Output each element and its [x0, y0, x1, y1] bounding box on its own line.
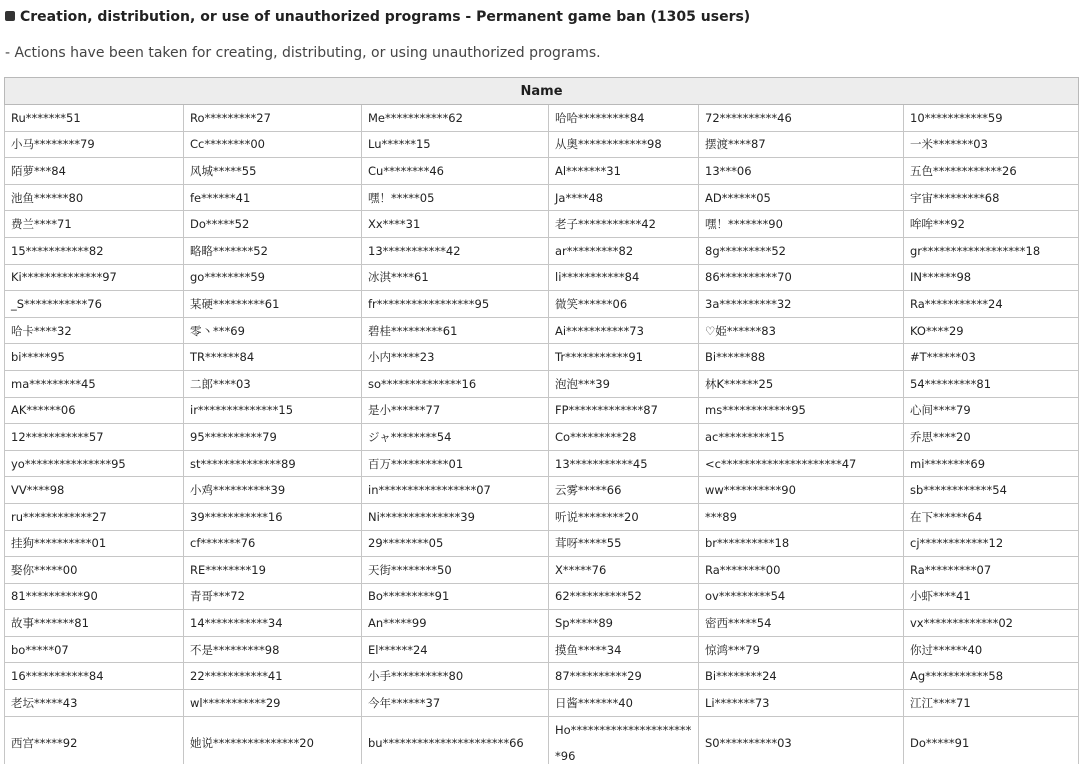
table-row [5, 317, 1079, 344]
user-name-cell: ac*********15 [699, 424, 904, 451]
user-name-cell: Li*******73 [699, 690, 904, 717]
user-name-cell: 宇宙*********68 [904, 184, 1079, 211]
table-row [5, 450, 1079, 477]
user-name-cell: 费兰****71 [5, 211, 184, 238]
table-row [5, 663, 1079, 690]
table-row [5, 158, 1079, 185]
user-name-cell: 54*********81 [904, 370, 1079, 397]
user-name-cell: fr*****************95 [362, 291, 549, 318]
table-body [5, 105, 1079, 764]
table-row [5, 557, 1079, 584]
table-row [5, 530, 1079, 557]
user-name-cell: bo*****07 [5, 636, 184, 663]
user-name-cell: VV****98 [5, 477, 184, 504]
table-row [5, 370, 1079, 397]
user-name-cell: 略略*******52 [184, 237, 362, 264]
user-name-cell: 86**********70 [699, 264, 904, 291]
user-name-cell: 日酱*******40 [549, 690, 699, 717]
user-name-cell: 16***********84 [5, 663, 184, 690]
user-name-cell: 今年******37 [362, 690, 549, 717]
user-name-cell: 29********05 [362, 530, 549, 557]
user-name-cell: ma*********45 [5, 370, 184, 397]
user-name-cell: so**************16 [362, 370, 549, 397]
user-name-cell: 12***********57 [5, 424, 184, 451]
user-name-cell: ww**********90 [699, 477, 904, 504]
user-name-cell: wl***********29 [184, 690, 362, 717]
user-name-cell: 嘿！*****05 [362, 184, 549, 211]
user-name-cell: Al*******31 [549, 158, 699, 185]
user-name-cell: 听说********20 [549, 503, 699, 530]
user-name-cell: 零丶***69 [184, 317, 362, 344]
section-description: - Actions have been taken for creating, distributing, or using unauthorized programs. [5, 45, 601, 61]
user-name-cell: 10***********59 [904, 105, 1079, 132]
user-name-cell: 惊鸿***79 [699, 636, 904, 663]
user-name-cell: 8g*********52 [699, 237, 904, 264]
user-name-cell: yo***************95 [5, 450, 184, 477]
user-name-cell: 在下******64 [904, 503, 1079, 530]
user-name-cell: 一米*******03 [904, 131, 1079, 158]
user-name-cell: br**********18 [699, 530, 904, 557]
user-name-cell: 13***********42 [362, 237, 549, 264]
user-name-cell: S0**********03 [699, 716, 904, 764]
user-name-cell: Lu******15 [362, 131, 549, 158]
user-name-cell: 摆渡****87 [699, 131, 904, 158]
user-name-cell: 林K******25 [699, 370, 904, 397]
user-name-cell: KO****29 [904, 317, 1079, 344]
user-name-cell: bi*****95 [5, 344, 184, 371]
user-name-cell: 陌萝***84 [5, 158, 184, 185]
user-name-cell: Ra********00 [699, 557, 904, 584]
user-name-cell: 故事*******81 [5, 610, 184, 637]
user-name-cell: Xx****31 [362, 211, 549, 238]
square-bullet-icon [5, 11, 15, 21]
user-name-cell: gr******************18 [904, 237, 1079, 264]
user-name-cell: 西宫*****92 [5, 716, 184, 764]
table-row [5, 344, 1079, 371]
user-name-cell: 娶你*****00 [5, 557, 184, 584]
user-name-cell: sb************54 [904, 477, 1079, 504]
user-name-cell: fe******41 [184, 184, 362, 211]
user-name-cell: Ru*******51 [5, 105, 184, 132]
user-name-cell: ir**************15 [184, 397, 362, 424]
section-title: Creation, distribution, or use of unauthorized programs - Permanent game ban (1305 users) [20, 9, 751, 25]
user-name-cell: 小虾****41 [904, 583, 1079, 610]
user-name-cell: Me***********62 [362, 105, 549, 132]
user-name-cell: 嘿！*******90 [699, 211, 904, 238]
user-name-cell: 摸鱼*****34 [549, 636, 699, 663]
user-name-cell: Do*****52 [184, 211, 362, 238]
user-name-cell: <c*********************47 [699, 450, 904, 477]
table-row [5, 397, 1079, 424]
user-name-cell: 小内*****23 [362, 344, 549, 371]
user-name-cell: 池鱼******80 [5, 184, 184, 211]
user-name-cell: Bi******88 [699, 344, 904, 371]
user-name-cell: Ag***********58 [904, 663, 1079, 690]
user-name-cell: 碧桂*********61 [362, 317, 549, 344]
table-row [5, 184, 1079, 211]
table-row [5, 131, 1079, 158]
user-name-cell: Bo*********91 [362, 583, 549, 610]
table-row [5, 583, 1079, 610]
table-row [5, 690, 1079, 717]
user-name-cell: ru************27 [5, 503, 184, 530]
user-name-cell: Do*****91 [904, 716, 1079, 764]
user-name-cell: 13***06 [699, 158, 904, 185]
table-row [5, 636, 1079, 663]
user-name-cell: Cu********46 [362, 158, 549, 185]
user-name-cell: X*****76 [549, 557, 699, 584]
user-name-cell: 心间****79 [904, 397, 1079, 424]
user-name-cell: 15***********82 [5, 237, 184, 264]
user-name-cell: 从奥************98 [549, 131, 699, 158]
user-name-cell: bu**********************66 [362, 716, 549, 764]
user-name-cell: go********59 [184, 264, 362, 291]
user-name-cell: 哈卡****32 [5, 317, 184, 344]
user-name-cell: 小手**********80 [362, 663, 549, 690]
table-row [5, 291, 1079, 318]
user-name-cell: ♡姫******83 [699, 317, 904, 344]
user-name-cell: 不是*********98 [184, 636, 362, 663]
user-name-cell: 百万**********01 [362, 450, 549, 477]
user-name-cell: RE********19 [184, 557, 362, 584]
table-row [5, 264, 1079, 291]
user-name-cell: Bi********24 [699, 663, 904, 690]
user-name-cell: AK******06 [5, 397, 184, 424]
user-name-cell: ジャ********54 [362, 424, 549, 451]
name-column-header: Name [5, 78, 1079, 105]
user-name-cell: Co*********28 [549, 424, 699, 451]
user-name-cell: 62**********52 [549, 583, 699, 610]
user-name-cell: 72**********46 [699, 105, 904, 132]
table-row [5, 477, 1079, 504]
user-name-cell: 老子***********42 [549, 211, 699, 238]
table-row [5, 424, 1079, 451]
user-name-cell: 你过******40 [904, 636, 1079, 663]
user-name-cell: ar*********82 [549, 237, 699, 264]
user-name-cell: Ki**************97 [5, 264, 184, 291]
user-name-cell: 22***********41 [184, 663, 362, 690]
user-name-cell: Ho**********************96 [549, 716, 699, 764]
user-name-cell: Sp*****89 [549, 610, 699, 637]
user-name-cell: Ro*********27 [184, 105, 362, 132]
user-name-cell: 小马********79 [5, 131, 184, 158]
user-name-cell: 茸呀*****55 [549, 530, 699, 557]
user-name-cell: 81**********90 [5, 583, 184, 610]
user-name-cell: TR******84 [184, 344, 362, 371]
user-name-cell: Ja****48 [549, 184, 699, 211]
user-name-cell: cj************12 [904, 530, 1079, 557]
user-name-cell: cf*******76 [184, 530, 362, 557]
user-name-cell: Ni**************39 [362, 503, 549, 530]
user-name-cell: 二郎****03 [184, 370, 362, 397]
user-name-cell: 39***********16 [184, 503, 362, 530]
user-name-cell: 五色************26 [904, 158, 1079, 185]
user-name-cell: vx*************02 [904, 610, 1079, 637]
user-name-cell: 3a**********32 [699, 291, 904, 318]
user-name-cell: ms************95 [699, 397, 904, 424]
user-name-cell: st**************89 [184, 450, 362, 477]
user-name-cell: FP*************87 [549, 397, 699, 424]
user-name-cell: mi********69 [904, 450, 1079, 477]
banned-users-table [4, 77, 1079, 764]
section-heading [5, 9, 750, 25]
user-name-cell: AD******05 [699, 184, 904, 211]
user-name-cell: _S***********76 [5, 291, 184, 318]
user-name-cell: 青哥***72 [184, 583, 362, 610]
user-name-cell: 95**********79 [184, 424, 362, 451]
table-row [5, 105, 1079, 132]
table-row [5, 211, 1079, 238]
user-name-cell: Tr***********91 [549, 344, 699, 371]
user-name-cell: Ra*********07 [904, 557, 1079, 584]
user-name-cell: 天街********50 [362, 557, 549, 584]
user-name-cell: ov*********54 [699, 583, 904, 610]
user-name-cell: Cc********00 [184, 131, 362, 158]
table-row [5, 610, 1079, 637]
user-name-cell: 泡泡***39 [549, 370, 699, 397]
user-name-cell: 13***********45 [549, 450, 699, 477]
table-header-row [5, 78, 1079, 105]
table-row [5, 716, 1079, 764]
user-name-cell: 挂狗**********01 [5, 530, 184, 557]
user-name-cell: 云雾*****66 [549, 477, 699, 504]
user-name-cell: 87**********29 [549, 663, 699, 690]
user-name-cell: 是小******77 [362, 397, 549, 424]
table-row [5, 237, 1079, 264]
user-name-cell: #T******03 [904, 344, 1079, 371]
user-name-cell: 哞哞***92 [904, 211, 1079, 238]
user-name-cell: Ra***********24 [904, 291, 1079, 318]
user-name-cell: in*****************07 [362, 477, 549, 504]
user-name-cell: El******24 [362, 636, 549, 663]
user-name-cell: 江江****71 [904, 690, 1079, 717]
user-name-cell: li***********84 [549, 264, 699, 291]
user-name-cell: Ai***********73 [549, 317, 699, 344]
user-name-cell: 14***********34 [184, 610, 362, 637]
user-name-cell: 冰淇****61 [362, 264, 549, 291]
table-row [5, 503, 1079, 530]
user-name-cell: 乔思****20 [904, 424, 1079, 451]
user-name-cell: IN******98 [904, 264, 1079, 291]
user-name-cell: An*****99 [362, 610, 549, 637]
user-name-cell: 小鸡**********39 [184, 477, 362, 504]
user-name-cell: 某硬*********61 [184, 291, 362, 318]
user-name-cell: 老坛*****43 [5, 690, 184, 717]
user-name-cell: ***89 [699, 503, 904, 530]
user-name-cell: 密西*****54 [699, 610, 904, 637]
user-name-cell: 微笑******06 [549, 291, 699, 318]
user-name-cell: 她说***************20 [184, 716, 362, 764]
user-name-cell: 哈哈*********84 [549, 105, 699, 132]
user-name-cell: 风城*****55 [184, 158, 362, 185]
